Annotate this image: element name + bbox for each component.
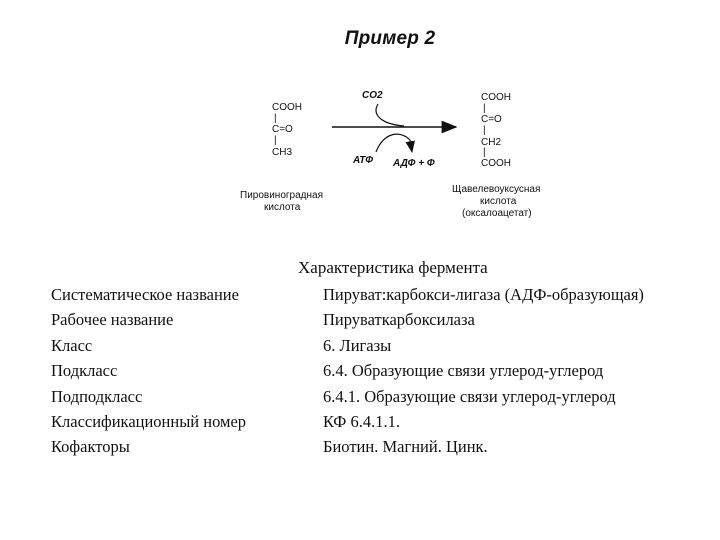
- slide-title: Пример 2: [344, 28, 436, 49]
- property-name: Классификационный номер: [51, 412, 247, 432]
- product-line: COOH: [481, 92, 511, 103]
- enzyme-properties-table: [51, 282, 644, 460]
- property-value: 6. Лигазы: [323, 335, 392, 355]
- reactant-line: COOH: [272, 102, 302, 113]
- property-name: Систематическое название: [51, 285, 239, 304]
- product-name: кислота: [480, 196, 517, 207]
- adp-label: АДФ + Ф: [393, 158, 435, 169]
- co2-curve: [376, 104, 404, 126]
- product-formula: [481, 92, 511, 169]
- product-name: (оксалоацетат): [462, 208, 532, 219]
- property-name: Подкласс: [51, 361, 118, 381]
- property-name: Рабочее название: [51, 310, 174, 330]
- property-value: Биотин. Магний. Цинк.: [323, 437, 488, 457]
- reactant-line: |: [274, 113, 277, 124]
- property-value: КФ 6.4.1.1.: [323, 412, 400, 432]
- table-row: [51, 282, 644, 307]
- atp-label: АТФ: [353, 155, 373, 166]
- table-row: [51, 358, 644, 383]
- product-line: |: [483, 103, 486, 114]
- property-name: Подподкласс: [51, 386, 143, 406]
- table-row: [51, 409, 644, 434]
- reactant-line: CH3: [272, 147, 293, 158]
- table-row: [51, 434, 644, 459]
- product-line: |: [483, 147, 486, 158]
- table-row: [51, 384, 644, 409]
- reactant-line: |: [274, 135, 277, 146]
- property-value: Пируват:карбокси-лигаза (АДФ-образующая): [323, 285, 644, 304]
- table-row: [51, 307, 644, 332]
- product-line: CH2: [481, 137, 502, 148]
- product-name: Щавелевоуксусная: [452, 184, 541, 195]
- atp-adp-curve: [376, 134, 412, 152]
- reactant-name: кислота: [264, 202, 301, 213]
- co2-label: CO2: [362, 90, 383, 101]
- product-line: C=O: [481, 114, 502, 125]
- table-row: [51, 333, 644, 358]
- property-value: Пируваткарбоксилаза: [323, 310, 475, 330]
- reactant-formula: [272, 102, 302, 158]
- table-heading: Характеристика фермента: [298, 258, 488, 277]
- product-line: |: [483, 125, 486, 136]
- reactant-name: Пировиноградная: [240, 190, 323, 201]
- property-value: 6.4.1. Образующие связи углерод-углерод: [323, 386, 616, 406]
- property-name: Кофакторы: [51, 437, 130, 457]
- reactant-line: C=O: [272, 124, 293, 135]
- reaction-scheme: [0, 0, 720, 240]
- property-name: Класс: [51, 335, 93, 355]
- property-value: 6.4. Образующие связи углерод-углерод: [323, 361, 604, 381]
- product-line: COOH: [481, 158, 511, 169]
